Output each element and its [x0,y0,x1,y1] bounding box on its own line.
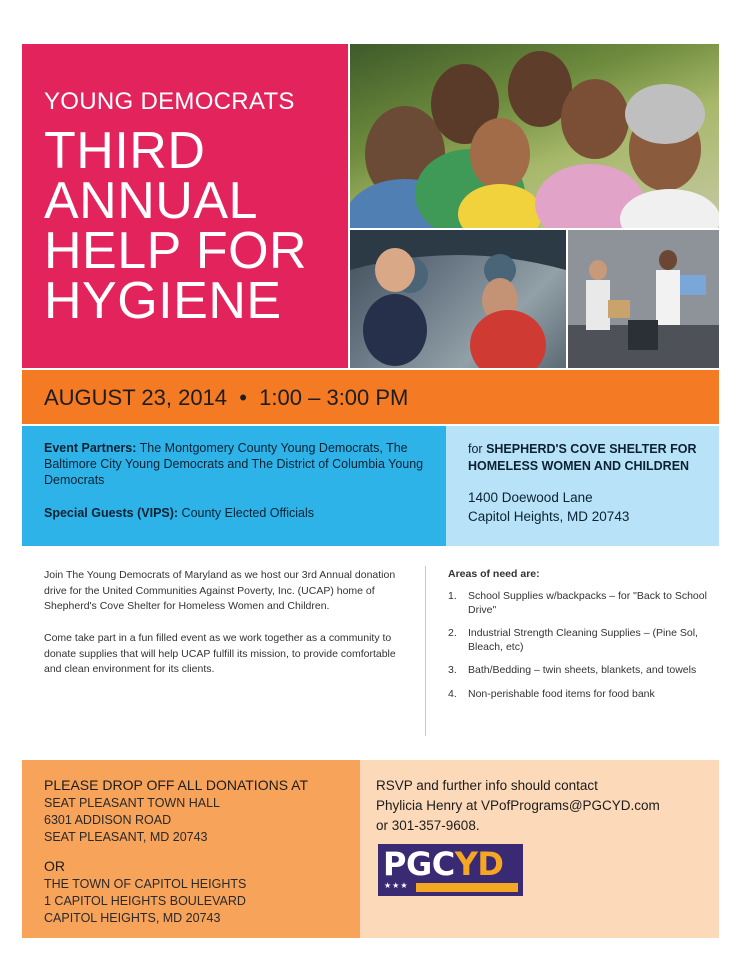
event-partners-label: Event Partners: [44,441,137,455]
hero-title-line-3: HELP FOR [44,222,308,280]
list-item [448,664,728,678]
list-item [448,627,728,654]
event-partners [44,440,434,488]
venue-prefix: for [468,442,487,456]
venue-name: SHEPHERD'S COVE SHELTER FOR HOMELESS WOMEN AND CHILDREN [468,442,697,473]
dropoff-location-2-line-3: CAPITOL HEIGHTS, MD 20743 [44,911,221,925]
dropoff-location-1-line-2: 6301 ADDISON ROAD [44,813,172,827]
dropoff-location-1-line-1: SEAT PLEASANT TOWN HALL [44,796,220,810]
dropoff-location-1 [44,795,220,846]
intro-paragraph-2: Come take part in a fun filled event as we work together as a community to donate supplies that will help UCAP fulfill its mission, to provide comfortable and clean environment for its clients. [44,632,396,675]
dropoff-location-2 [44,876,246,927]
hero-title [44,122,308,330]
dropoff-or: OR [44,858,65,874]
dropoff-location-2-line-1: THE TOWN OF CAPITOL HEIGHTS [44,877,247,891]
logo-stars-icon: ★★★ [384,881,409,890]
logo-strip [416,883,518,892]
volunteers-photo [568,230,719,368]
list-item-text: School Supplies w/backpacks – for "Back to School Drive" [468,590,707,616]
rsvp-line-1: RSVP and further info should contact [376,778,598,793]
venue-address-line-2: Capitol Heights, MD 20743 [468,509,630,524]
pgcyd-logo [378,844,523,896]
list-item [448,590,728,617]
needs-list [448,590,728,711]
logo-pgc: PGC [383,845,455,883]
list-item-number: 2. [448,627,457,639]
intro-paragraph-1: Join The Young Democrats of Maryland as we host our 3rd Annual donation drive for the United Communities Against Poverty, Inc. (UCAP) home of Shepherd's Cove Shelter for Homeless Women and Children. [44,569,396,612]
volunteers-photo-illustration [568,230,719,368]
venue-address [468,488,713,526]
dropoff-location-1-line-3: SEAT PLEASANT, MD 20743 [44,830,208,844]
children-photo [350,230,566,368]
dropoff-heading: PLEASE DROP OFF ALL DONATIONS AT [44,777,308,793]
hero-title-line-1: THIRD [44,122,206,180]
venue-address-line-1: 1400 Doewood Lane [468,490,593,505]
children-photo-illustration [350,230,566,368]
list-item-number: 3. [448,664,457,676]
hero-subtitle: YOUNG DEMOCRATS [44,88,295,115]
event-date-time: AUGUST 23, 2014 • 1:00 – 3:00 PM [44,385,409,410]
logo-wordmark [383,845,503,883]
hero-title-line-2: ANNUAL [44,172,258,230]
dropoff-location-2-line-2: 1 CAPITOL HEIGHTS BOULEVARD [44,894,246,908]
venue-heading [468,441,713,475]
list-item-text: Industrial Strength Cleaning Supplies – (Pine Sol, Bleach, etc) [468,627,698,653]
logo-yd: YD [454,845,504,883]
event-partners-text: The Montgomery County Young Democrats, The Baltimore City Young Democrats and The District of Columbia Young Democrats [44,441,424,487]
family-photo [350,44,719,228]
special-guests [44,505,434,521]
rsvp-line-3: or 301-357-9608. [376,818,480,833]
family-photo-illustration [350,44,719,228]
rsvp-line-2: Phylicia Henry at VPofPrograms@PGCYD.com [376,798,660,813]
hero-title-line-4: HYGIENE [44,272,282,330]
special-guests-label: Special Guests (VIPS): [44,506,179,520]
special-guests-text: County Elected Officials [178,506,315,520]
rsvp-info [376,776,711,836]
column-divider [425,566,426,736]
list-item-text: Bath/Bedding – twin sheets, blankets, and towels [468,664,697,676]
list-item [448,688,728,702]
list-item-text: Non-perishable food items for food bank [468,687,655,700]
needs-heading: Areas of need are: [448,568,540,580]
list-item-number: 1. [448,590,457,602]
list-item-number: 4. [448,687,457,700]
